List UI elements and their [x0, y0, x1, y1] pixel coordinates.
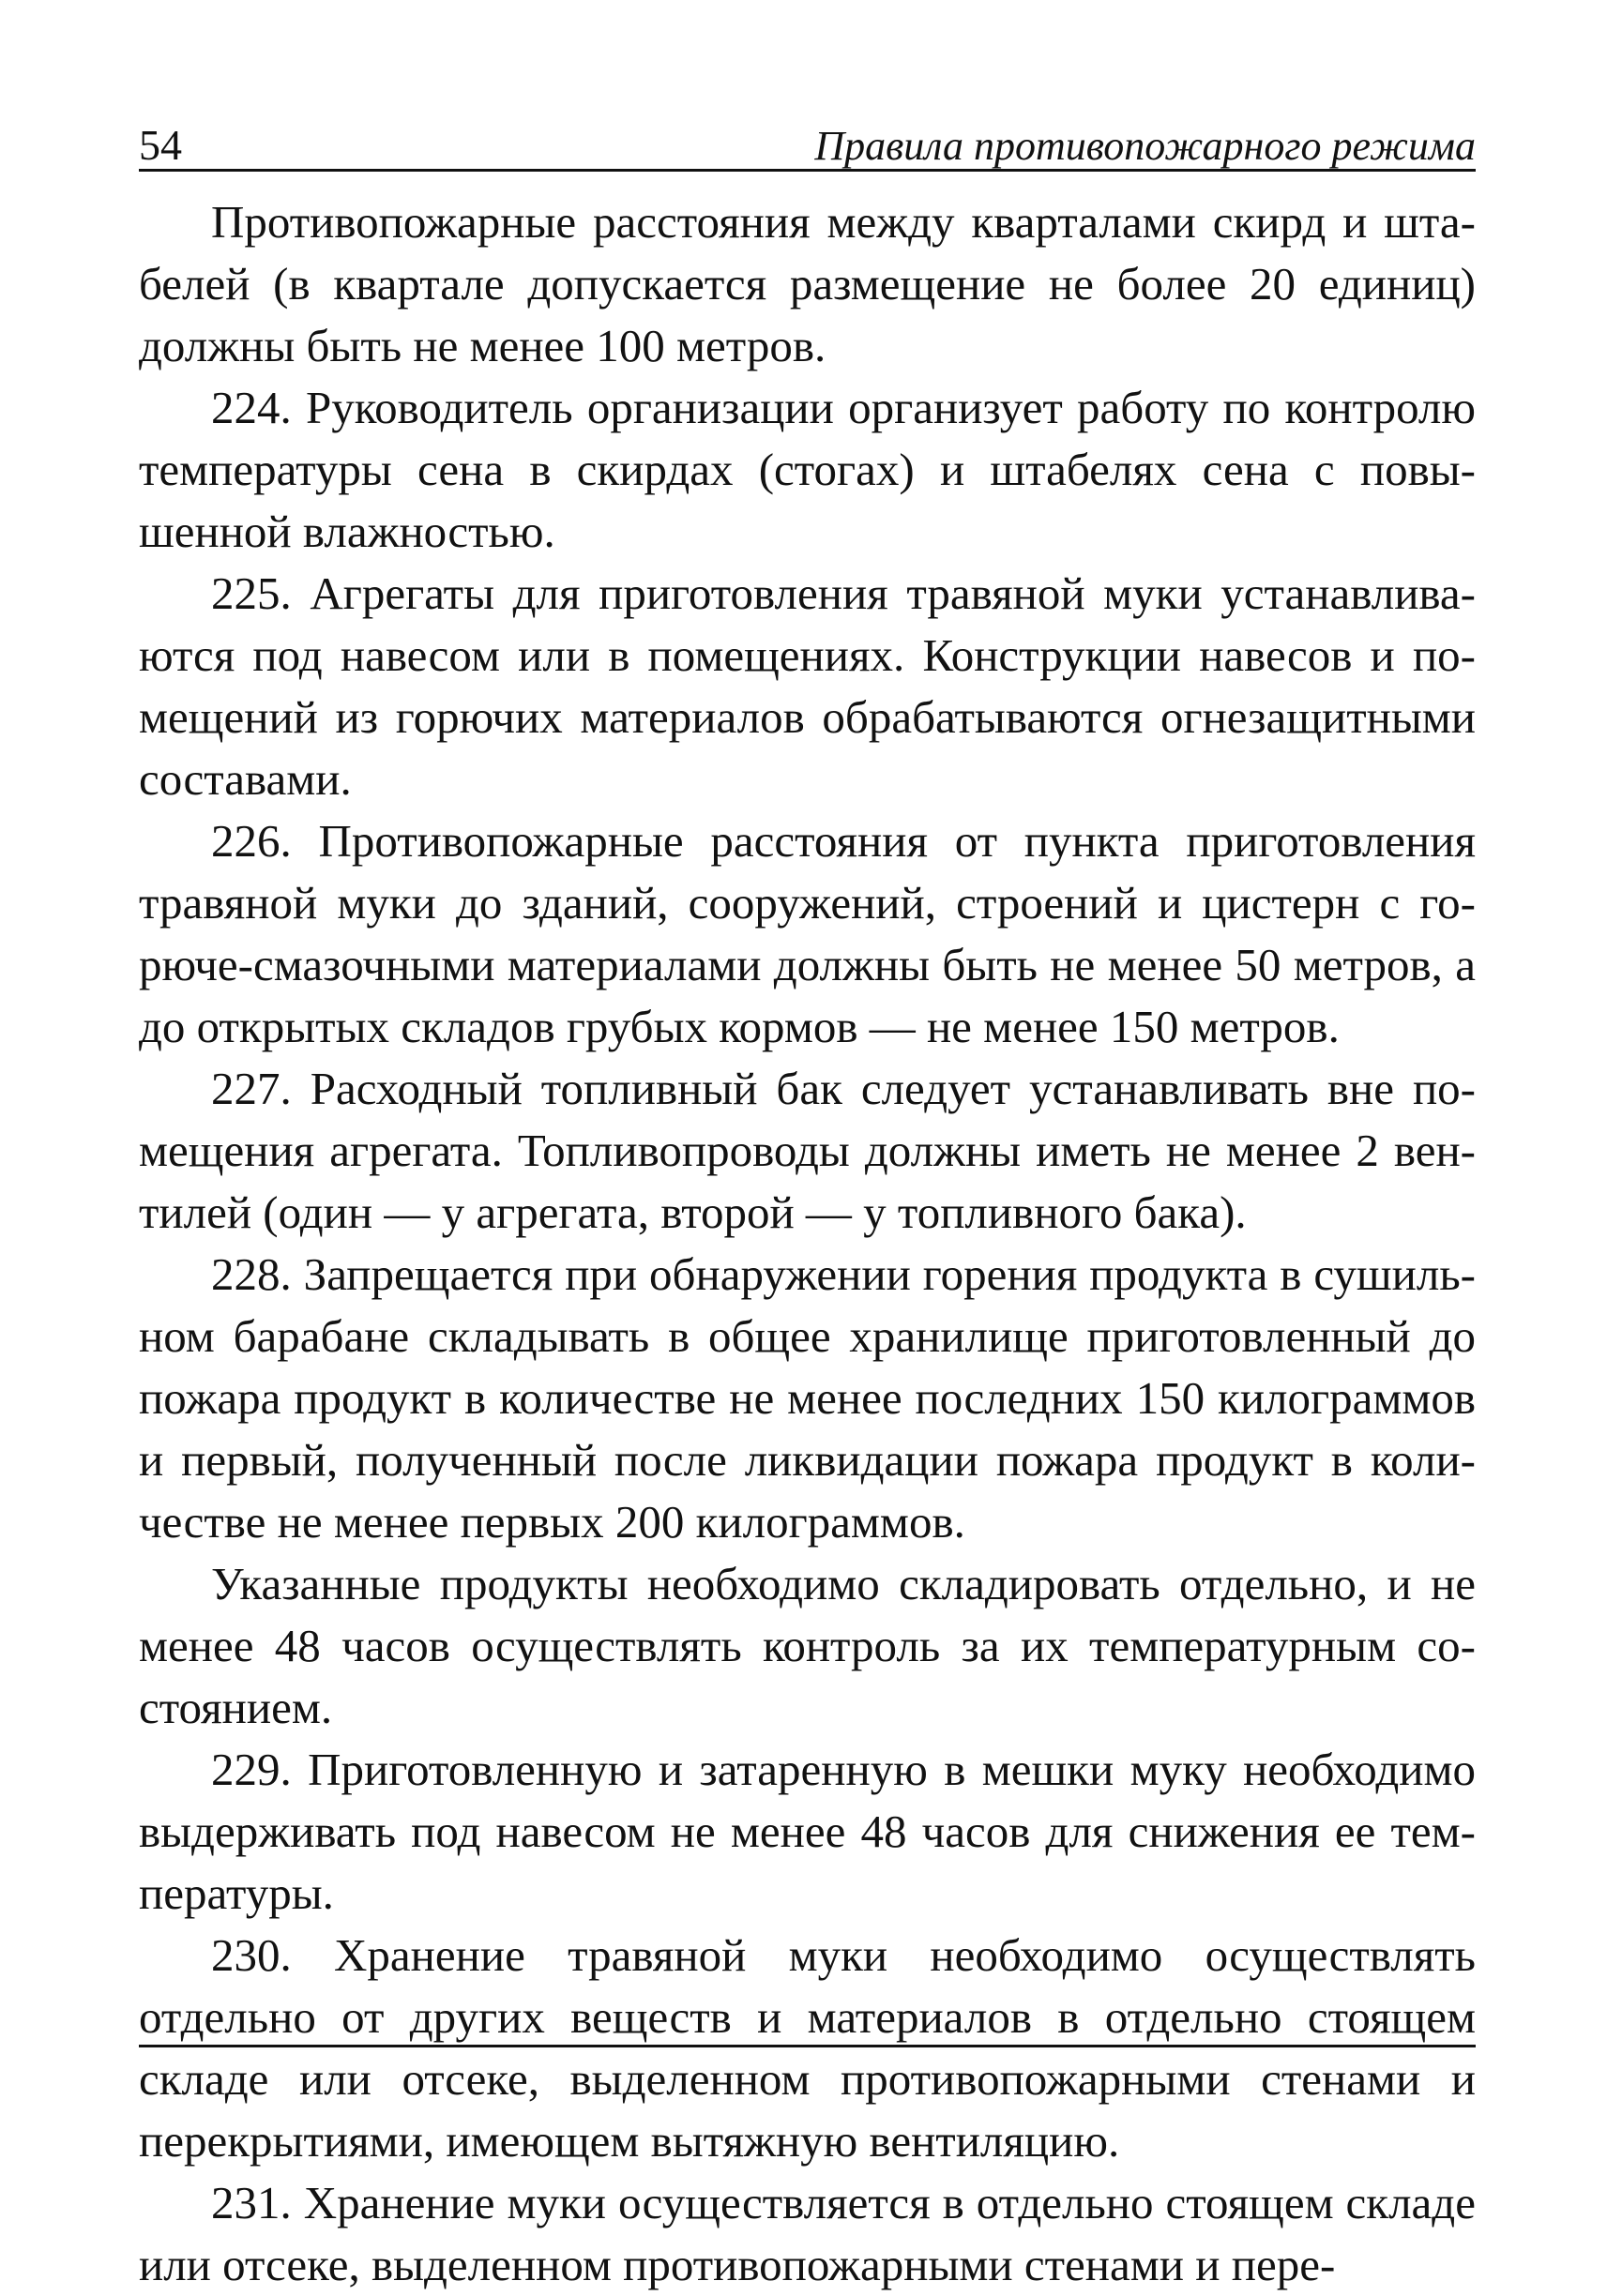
paragraph-228: 228. Запрещается при обнаружении горения продукта в сушильном барабане складывать в общее хранилище приготовленный до пожара продукт в количестве не менее последних 150 килограммов и первый, полученный после ликвидации пожара продукт в количестве не менее первых 200 килограммов. [139, 1248, 1476, 1548]
page-number: 54 [139, 121, 182, 169]
paragraph-231: 231. Хранение муки осуществляется в отдельно стоящем складе или отсеке, выделенном противопожарными стенами и пере- [139, 2177, 1476, 2290]
paragraph-229: 229. Приготовленную и затаренную в мешки муку необходимо выдерживать под навесом не менее 48 часов для снижения ее температуры. [139, 1744, 1476, 1919]
paragraph-230: 230. Хранение травяной муки необходимо осуществлять отдельно от других веществ и материалов в отдельно стоящем складе или отсеке, выделенном противопожарными стенами и перекрытиями, имеющем вытяжную вентиляцию. [139, 1929, 1476, 2167]
paragraph-storage-note: Указанные продукты необходимо складировать отдельно, и не менее 48 часов осуществлять контроль за их температурным состоянием. [139, 1558, 1476, 1733]
paragraph-distances: Противопожарные расстояния между кварталами скирд и штабелей (в квартале допускается размещение не более 20 единиц) должны быть не менее 100 метров. [139, 196, 1476, 371]
paragraph-225: 225. Агрегаты для приготовления травяной муки устанавливаются под навесом или в помещениях. Конструкции навесов и помещений из горючих материалов обрабатываются огнезащитными составами. [139, 567, 1476, 805]
paragraph-226: 226. Противопожарные расстояния от пункта приготовления травяной муки до зданий, сооружений, строений и цистерн с горюче-смазочными материалами должны быть не менее 50 метров, а до открытых складов грубых кормов — не менее 150 метров. [139, 815, 1476, 1052]
paragraph-227: 227. Расходный топливный бак следует устанавливать вне помещения агрегата. Топливопроводы должны иметь не менее 2 вентилей (один — у агрегата, второй — у топливного бака). [139, 1063, 1476, 1238]
running-title: Правила противопожарного режима [814, 123, 1476, 169]
page-body [139, 191, 1476, 2296]
bottom-rule [139, 2045, 1476, 2047]
page-header [139, 111, 1476, 172]
book-page [139, 111, 1476, 2296]
paragraph-224: 224. Руководитель организации организует работу по контролю температуры сена в скирдах (стогах) и штабелях сена с повышенной влажностью. [139, 382, 1476, 557]
